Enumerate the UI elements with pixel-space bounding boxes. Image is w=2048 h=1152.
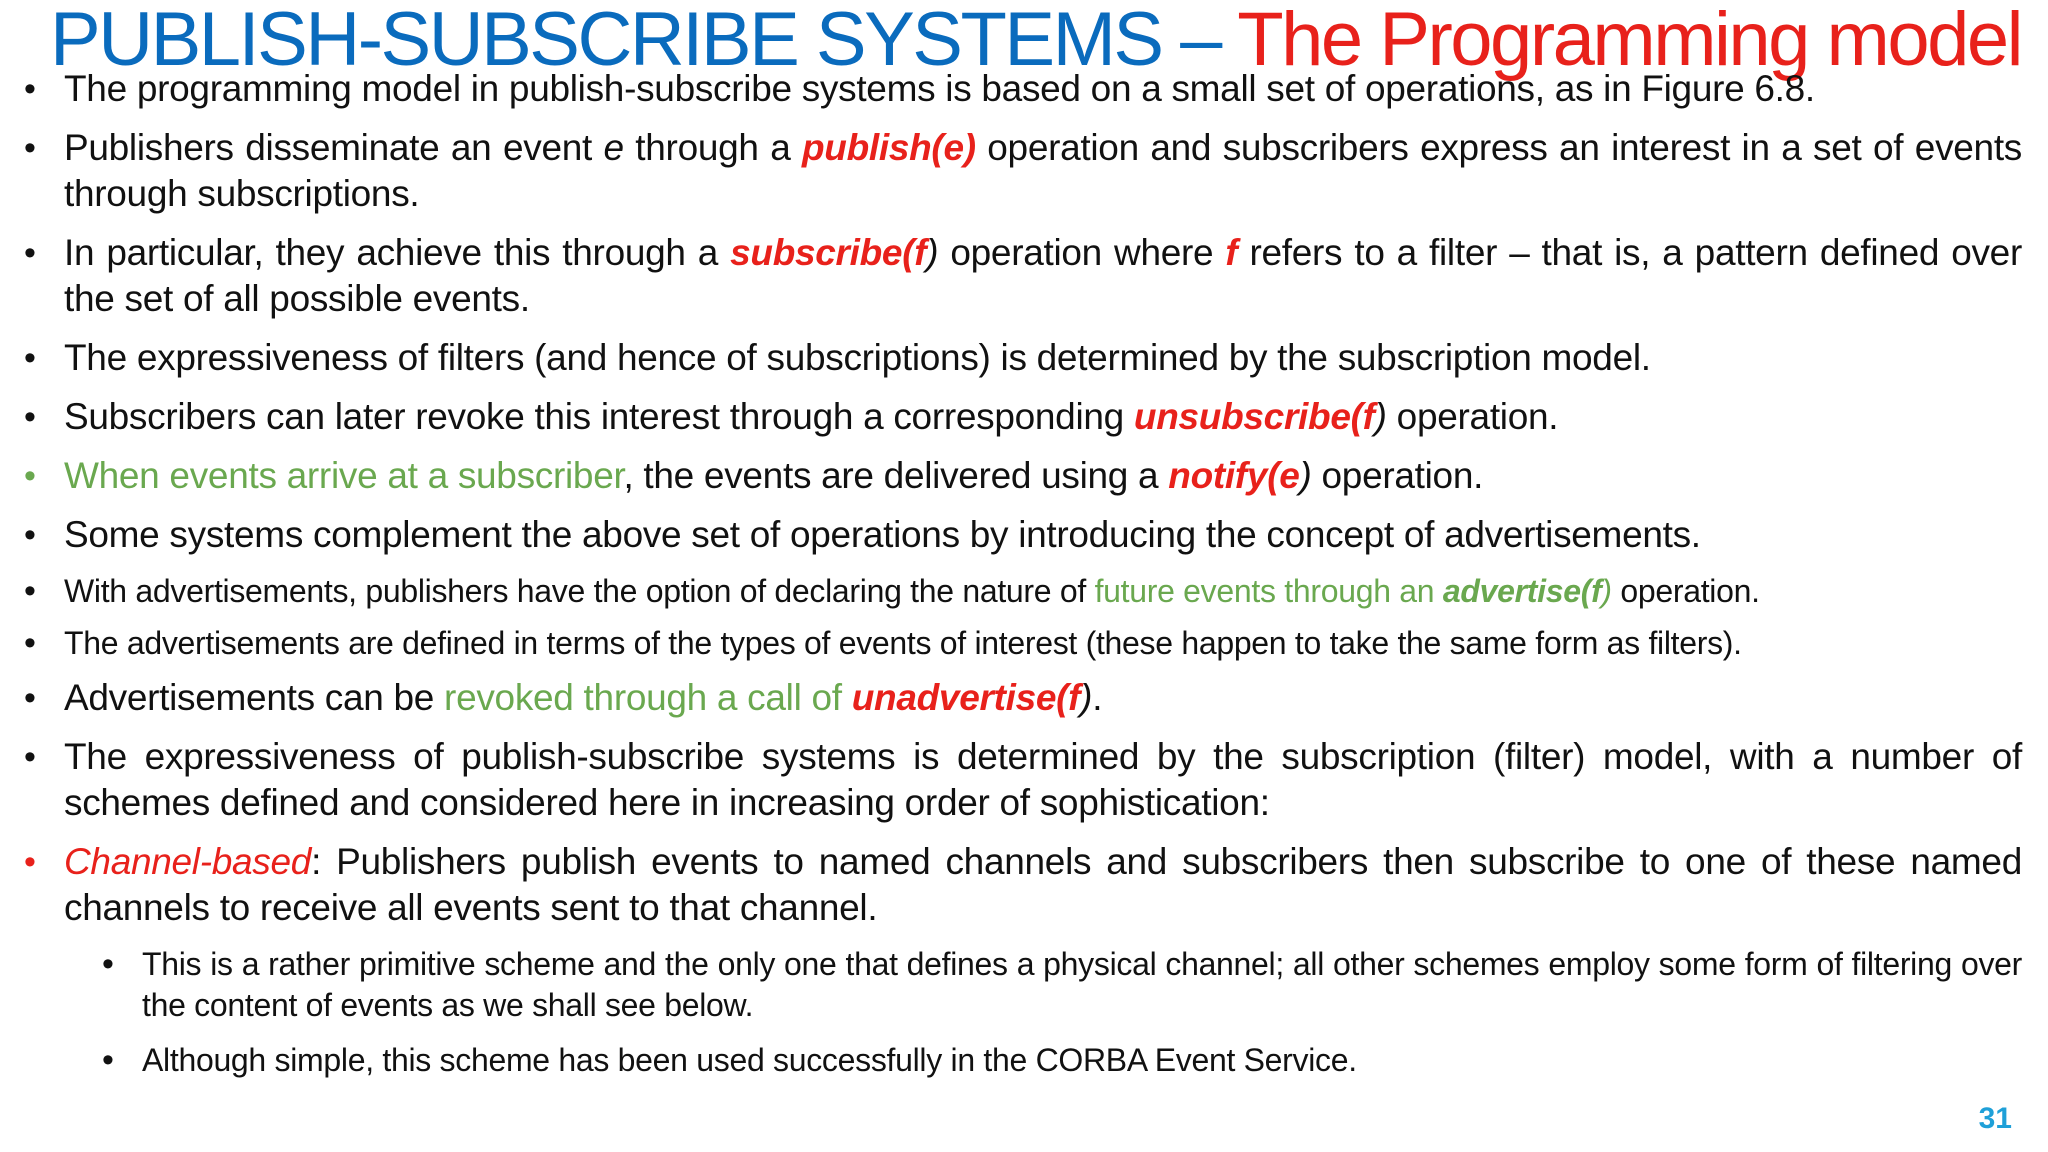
bullet-2: • Publishers disseminate an event e through a publish(e) operation and subscribers express an interest in a set of events through subscriptions.	[22, 125, 2022, 217]
page-number: 31	[1978, 1102, 2012, 1135]
advertise-op: advertise(f	[1442, 573, 1602, 609]
publish-op: publish(e)	[801, 127, 976, 168]
unadvertise-op: unadvertise(f	[851, 677, 1081, 718]
bullet-8: • With advertisements, publishers have the option of declaring the nature of future events through an advertise(f) operation.	[22, 571, 2022, 611]
bullet-9: • The advertisements are defined in terms of the types of events of interest (these happen to take the same form as filters).	[22, 623, 2022, 663]
sub-bullet-1: • This is a rather primitive scheme and the only one that defines a physical channel; all other schemes employ some form of filtering over the content of events as we shall see below.	[100, 944, 2022, 1026]
notify-op: notify(e	[1168, 455, 1300, 496]
unsubscribe-op: unsubscribe(f	[1133, 396, 1375, 437]
bullet-4: • The expressiveness of filters (and hence of subscriptions) is determined by the subscription model.	[22, 335, 2022, 381]
bullet-3: • In particular, they achieve this through a subscribe(f) operation where f refers to a filter – that is, a pattern defined over the set of all possible events.	[22, 230, 2022, 322]
bullet-12: • Channel-based: Publishers publish events to named channels and subscribers then subscribe to one of these named channels to receive all events sent to that channel.	[22, 839, 2022, 931]
bullet-7: • Some systems complement the above set of operations by introducing the concept of advertisements.	[22, 512, 2022, 558]
bullet-11: • The expressiveness of publish-subscribe systems is determined by the subscription (filter) model, with a number of schemes defined and considered here in increasing order of sophistication:	[22, 734, 2022, 826]
bullet-10: • Advertisements can be revoked through a call of unadvertise(f).	[22, 675, 2022, 721]
title-part-2: The Programming model	[1237, 0, 2022, 82]
bullet-list	[22, 66, 2022, 1095]
sub-bullet-2: • Although simple, this scheme has been used successfully in the CORBA Event Service.	[100, 1040, 2022, 1081]
bullet-5: • Subscribers can later revoke this interest through a corresponding unsubscribe(f) operation.	[22, 394, 2022, 440]
bullet-6: • When events arrive at a subscriber, the events are delivered using a notify(e) operation.	[22, 453, 2022, 499]
title-part-1: PUBLISH-SUBSCRIBE SYSTEMS –	[50, 0, 1238, 82]
bullet-1: • The programming model in publish-subscribe systems is based on a small set of operations, as in Figure 6.8.	[22, 66, 2022, 112]
subscribe-op: subscribe(f	[730, 232, 927, 273]
